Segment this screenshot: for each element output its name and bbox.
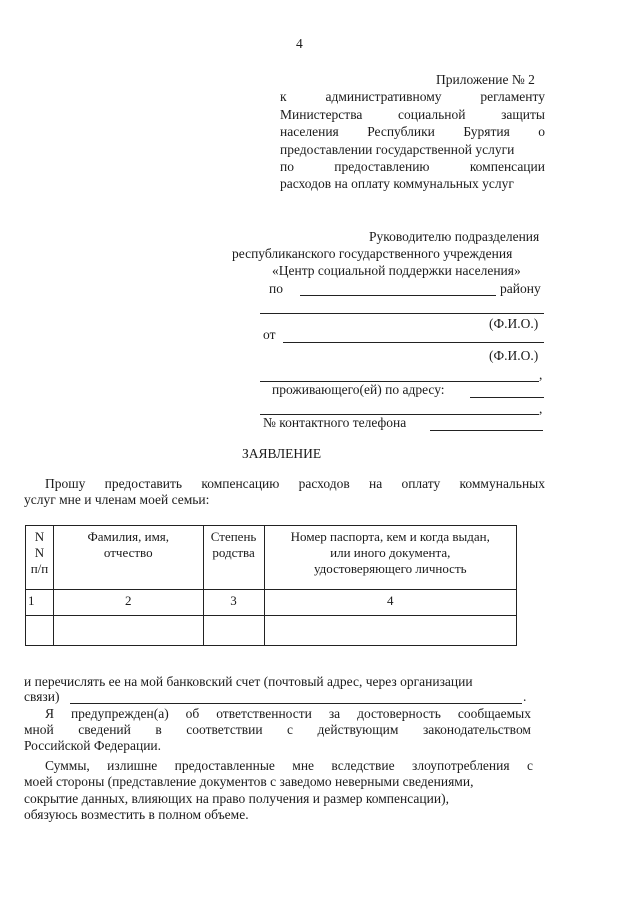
table-header-row bbox=[26, 526, 517, 590]
appendix-word: расходов на оплату коммунальных услуг bbox=[280, 176, 514, 191]
request-word: коммунальных bbox=[459, 476, 545, 491]
appendix-word: административному bbox=[325, 89, 442, 104]
appendix-title: Приложение № 2 bbox=[436, 72, 535, 87]
comma: , bbox=[539, 367, 543, 382]
appendix-word: о bbox=[538, 124, 545, 139]
period: . bbox=[523, 689, 527, 704]
column-number-4: 4 bbox=[264, 590, 516, 616]
column-number-3: 3 bbox=[203, 590, 264, 616]
header-text: удостоверяющего личность bbox=[313, 561, 467, 576]
district-extra-field[interactable] bbox=[260, 313, 544, 314]
sums-line-2: моей стороны (представление документов с заведомо неверными сведениями, bbox=[24, 774, 474, 789]
sums-line-1 bbox=[45, 758, 533, 774]
request-word: на bbox=[369, 476, 383, 491]
appendix-line bbox=[280, 89, 545, 105]
address-field[interactable] bbox=[470, 397, 544, 398]
warning-word: об bbox=[185, 706, 200, 721]
appendix-word: к bbox=[280, 89, 287, 104]
header-number bbox=[26, 526, 54, 590]
addressee-line3: «Центр социальной поддержки населения» bbox=[272, 263, 521, 278]
applicant-name-field[interactable] bbox=[283, 342, 544, 343]
table-cell[interactable] bbox=[26, 616, 54, 646]
appendix-line bbox=[280, 107, 545, 123]
warning-word: в bbox=[155, 722, 162, 737]
appendix-word: Республики bbox=[367, 124, 435, 139]
warning-word: Я bbox=[45, 706, 55, 721]
warning-word: законодательством bbox=[422, 722, 531, 737]
header-text: Номер паспорта, кем и когда выдан, bbox=[290, 529, 490, 544]
column-number-2: 2 bbox=[53, 590, 203, 616]
family-members-table bbox=[25, 525, 517, 646]
addressee-line1: Руководителю подразделения bbox=[369, 229, 540, 244]
appendix-word: регламенту bbox=[480, 89, 545, 104]
address-label: проживающего(ей) по адресу: bbox=[272, 382, 445, 397]
warning-word: с bbox=[287, 722, 294, 737]
appendix-line bbox=[280, 124, 545, 140]
request-line-1 bbox=[45, 476, 545, 492]
appendix-word: по bbox=[280, 159, 294, 174]
sums-word: излишне bbox=[107, 758, 158, 773]
warning-word: ответственности bbox=[216, 706, 312, 721]
header-passport bbox=[264, 526, 516, 590]
appendix-line bbox=[280, 159, 545, 175]
appendix-word: Министерства bbox=[280, 107, 363, 122]
sums-word: с bbox=[526, 758, 533, 773]
appendix-line bbox=[280, 142, 545, 158]
header-text: N bbox=[34, 545, 45, 560]
header-text: отчество bbox=[103, 545, 153, 560]
request-word: компенсацию bbox=[201, 476, 280, 491]
header-text: N bbox=[34, 529, 45, 544]
header-full-name bbox=[53, 526, 203, 590]
sums-word: Суммы, bbox=[45, 758, 90, 773]
table-cell[interactable] bbox=[264, 616, 516, 646]
warning-word: сведений bbox=[78, 722, 131, 737]
phone-field[interactable] bbox=[430, 430, 543, 431]
addressee-line2: республиканского государственного учреждения bbox=[232, 246, 513, 261]
warning-word: мной bbox=[24, 722, 54, 737]
appendix-word: компенсации bbox=[469, 159, 545, 174]
request-word: расходов bbox=[298, 476, 350, 491]
header-text: Степень bbox=[210, 529, 257, 544]
bank-details-field[interactable] bbox=[70, 703, 522, 704]
table-cell[interactable] bbox=[203, 616, 264, 646]
ot-label: от bbox=[263, 327, 276, 342]
warning-word: за bbox=[328, 706, 341, 721]
appendix-word: предоставлении государственной услуги bbox=[280, 142, 515, 157]
request-line-2: услуг мне и членам моей семьи: bbox=[24, 492, 210, 507]
header-text: п/п bbox=[30, 561, 49, 576]
sums-word: предоставленные bbox=[174, 758, 275, 773]
warning-line-2 bbox=[24, 722, 531, 738]
phone-label: № контактного телефона bbox=[263, 415, 407, 430]
table-row[interactable] bbox=[26, 616, 517, 646]
warning-word: предупрежден(а) bbox=[70, 706, 169, 721]
sums-word: вследствие bbox=[331, 758, 395, 773]
request-word: предоставить bbox=[104, 476, 183, 491]
sums-line-4: обязуюсь возместить в полном объеме. bbox=[24, 807, 249, 822]
sums-word: злоупотребления bbox=[412, 758, 510, 773]
warning-word: действующим bbox=[317, 722, 399, 737]
appendix-word: предоставлению bbox=[334, 159, 430, 174]
page-number: 4 bbox=[296, 36, 303, 51]
rayonu-label: району bbox=[500, 281, 541, 296]
header-text: родства bbox=[212, 545, 255, 560]
request-word: оплату bbox=[401, 476, 441, 491]
fio-caption-2: (Ф.И.О.) bbox=[489, 348, 539, 363]
request-word: Прошу bbox=[45, 476, 86, 491]
column-number-1: 1 bbox=[26, 590, 54, 616]
warning-line-3: Российской Федерации. bbox=[24, 738, 162, 753]
bank-line-2-label: связи) bbox=[24, 689, 60, 704]
appendix-line bbox=[280, 176, 545, 192]
bank-line-1: и перечислять ее на мой банковский счет (почтовый адрес, через организации bbox=[24, 674, 473, 689]
warning-line-1 bbox=[45, 706, 531, 722]
sums-word: мне bbox=[292, 758, 315, 773]
appendix-word: населения bbox=[280, 124, 339, 139]
fio-caption-1: (Ф.И.О.) bbox=[489, 316, 539, 331]
warning-word: соответствии bbox=[186, 722, 263, 737]
district-field[interactable] bbox=[300, 295, 496, 296]
table-number-row bbox=[26, 590, 517, 616]
comma: , bbox=[539, 401, 543, 416]
warning-word: сообщаемых bbox=[457, 706, 531, 721]
header-relationship bbox=[203, 526, 264, 590]
table-cell[interactable] bbox=[53, 616, 203, 646]
header-text: или иного документа, bbox=[330, 545, 451, 560]
sums-line-3: сокрытие данных, влияющих на право получения и размер компенсации), bbox=[24, 791, 449, 806]
appendix-word: защиты bbox=[501, 107, 545, 122]
po-label: по bbox=[269, 281, 283, 296]
appendix-word: социальной bbox=[398, 107, 466, 122]
appendix-word: Бурятия bbox=[463, 124, 510, 139]
header-text: Фамилия, имя, bbox=[87, 529, 170, 544]
warning-word: достоверность bbox=[357, 706, 441, 721]
document-heading: ЗАЯВЛЕНИЕ bbox=[242, 446, 322, 461]
